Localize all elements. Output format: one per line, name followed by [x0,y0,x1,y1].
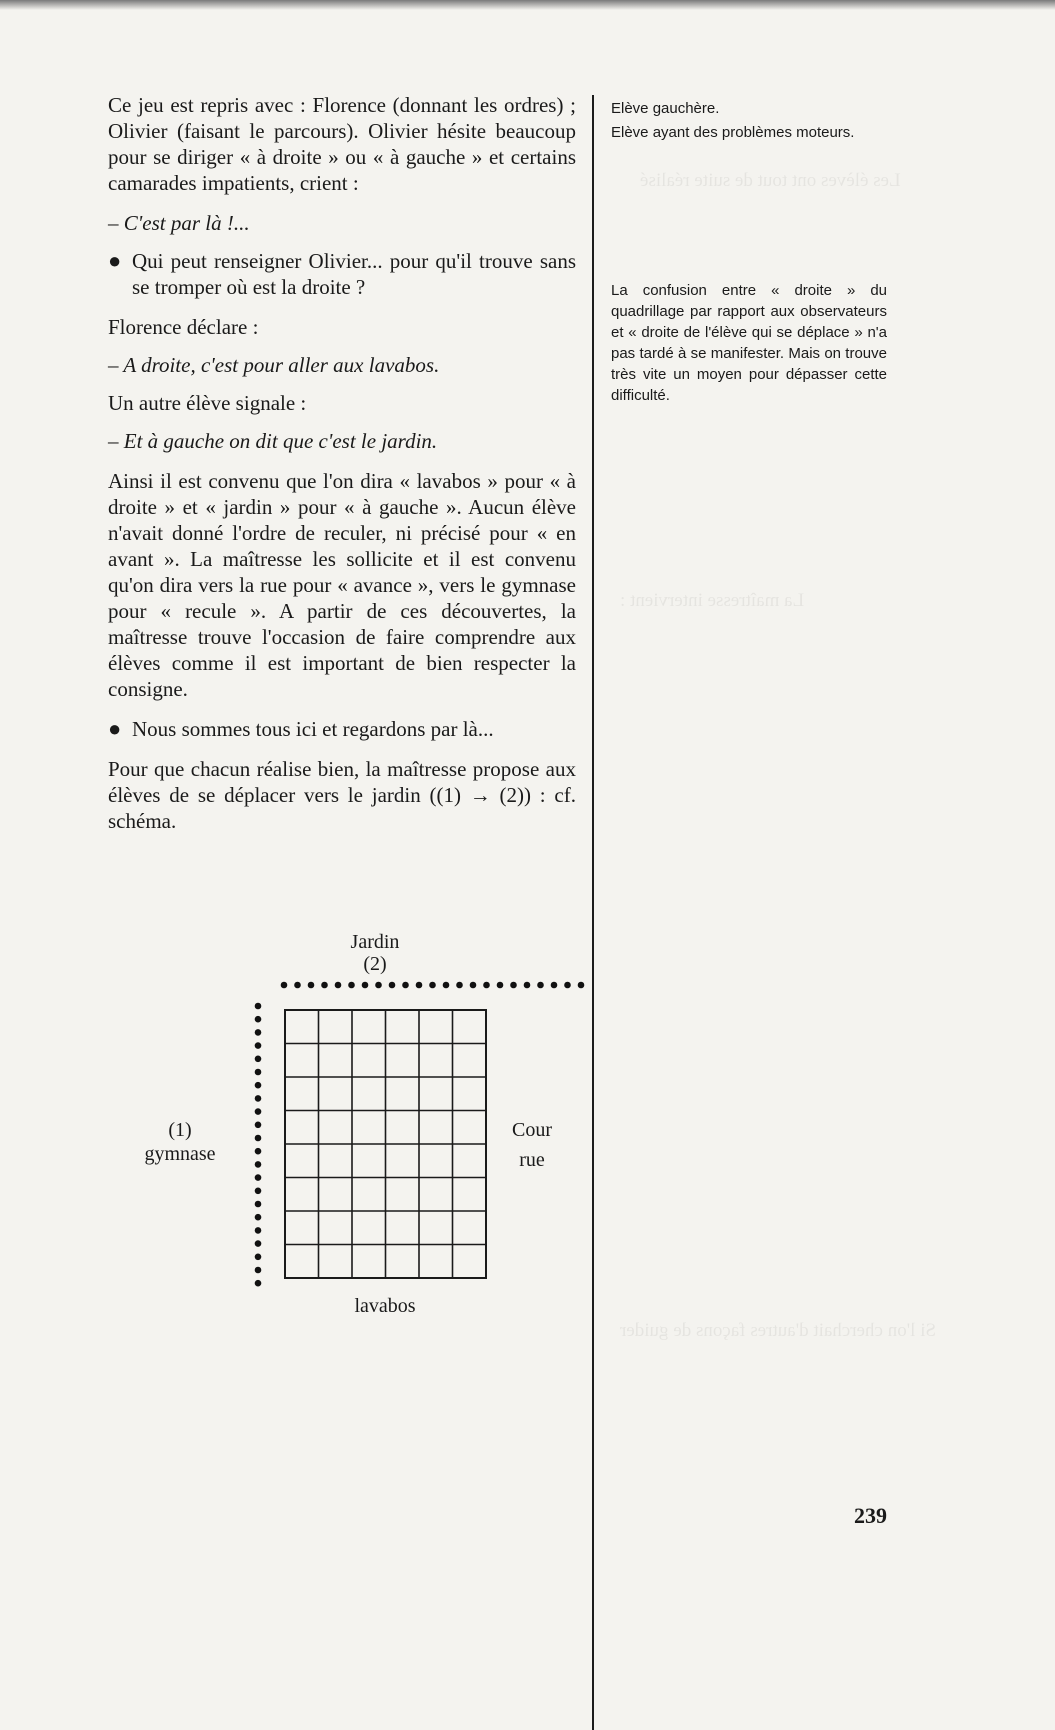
paragraph-autre-eleve: Un autre élève signale : [108,391,307,415]
label-position-1: (1) [168,1119,192,1141]
margin-notes-top [611,98,887,143]
paragraph-convention: Ainsi il est convenu que l'on dira « lavabos » pour « à droite » et « jardin » pour « à gauche ». Aucun élève n'avait donné l'ordre de reculer, ni précisé pour « en avant ». La maîtresse les sollicite et il est convenu qu'on dira vers la rue pour « avance », vers le gymnase pour « recule ». A partir de ces découvertes, la maîtresse trouve l'occasion de faire comprendre aux élèves comme il est important de bien respecter la consigne. [108,469,576,701]
grid-cells [285,1010,486,1278]
paragraph-florence: Florence déclare : [108,315,259,339]
paragraph-schema: Pour que chacun réalise bien, la maîtresse propose aux élèves de se déplacer vers le jardin ((1) → (2)) : cf. schéma. [108,757,576,833]
path-dot [255,1214,262,1221]
path-dot [255,1201,262,1208]
grid-schema [130,930,590,1290]
margin-note-confusion [611,280,887,406]
path-dot [255,1056,262,1063]
path-dot [255,1042,262,1049]
path-dot [389,982,396,989]
bullet-dot-icon: ● [108,716,122,741]
path-dot [255,1267,262,1274]
quote-jardin: – Et à gauche on dit que c'est le jardin. [108,429,438,453]
quote-lavabos: – A droite, c'est pour aller aux lavabos. [108,353,440,377]
dots-top-row [281,982,585,989]
label-gymnase: gymnase [144,1143,216,1165]
path-dot [255,1108,262,1115]
path-dot [335,982,342,989]
path-dot [255,1095,262,1102]
classroom-diagram [130,930,590,1317]
path-dot [470,982,477,989]
note-confusion-droite: La confusion entre « droite » du quadrillage par rapport aux observateurs et « droite de l'élève qui se déplace » n'a pas tardé à se manifester. Mais on trouve très vite un moyen pour dépasser cette difficulté. [611,282,887,404]
path-dot [255,1016,262,1023]
path-dot [321,982,328,989]
path-dot [348,982,355,989]
path-dot [578,982,585,989]
path-dot [255,1174,262,1181]
bullet-question-droite: ● Qui peut renseigner Olivier... pour qu'il trouve sans se tromper où est la droite ? [108,248,576,299]
path-dot [416,982,423,989]
path-dot [375,982,382,989]
path-dot [483,982,490,989]
path-dot [294,982,301,989]
label-jardin: Jardin [350,931,400,953]
path-dot [255,1069,262,1076]
path-dot [255,1227,262,1234]
path-dot [551,982,558,989]
paragraph-intro: Ce jeu est repris avec : Florence (donnant les ordres) ; Olivier (faisant le parcours). Olivier hésite beaucoup pour se diriger « à droite » ou « à gauche » et certains camarades impatients, crient : [108,93,576,195]
bullet-dot-icon: ● [108,248,122,273]
path-dot [281,982,288,989]
bleed-through: Si l'on cherchait d'autres façons de guider [620,1320,937,1341]
label-lavabos: lavabos [354,1295,416,1317]
note-gauchere: Elève gauchère. [611,100,720,117]
path-dot [255,1122,262,1129]
page-edge-shadow [0,0,1055,10]
path-dot [524,982,531,989]
path-dot [255,1082,262,1089]
path-dot [443,982,450,989]
column-divider [592,95,594,1730]
path-dot [255,1240,262,1247]
label-position-2: (2) [363,953,387,975]
path-dot [255,1254,262,1261]
path-dot [362,982,369,989]
path-dot [402,982,409,989]
path-dot [255,1280,262,1287]
main-column [108,92,576,848]
path-dot [497,982,504,989]
path-dot [456,982,463,989]
path-dot [429,982,436,989]
bleed-through: La maîtresse intervient : [620,590,805,611]
dots-left-column [255,1003,262,1290]
path-dot [255,1135,262,1142]
note-problemes-moteurs: Elève ayant des problèmes moteurs. [611,124,855,141]
label-cour: Cour [512,1119,552,1141]
path-dot [255,1188,262,1195]
quote-cest-par-la: – C'est par là !... [108,211,250,235]
path-dot [255,1161,262,1168]
path-dot [564,982,571,989]
path-dot [255,1148,262,1155]
page-number: 239 [854,1503,887,1528]
path-dot [510,982,517,989]
label-rue: rue [519,1149,545,1171]
path-dot [537,982,544,989]
bullet-nous-sommes: ● Nous sommes tous ici et regardons par là... [108,716,494,741]
path-dot [255,1029,262,1036]
bleed-through: Les élèves ont tout de suite réalisé [640,170,901,191]
path-dot [255,1003,262,1010]
path-dot [308,982,315,989]
